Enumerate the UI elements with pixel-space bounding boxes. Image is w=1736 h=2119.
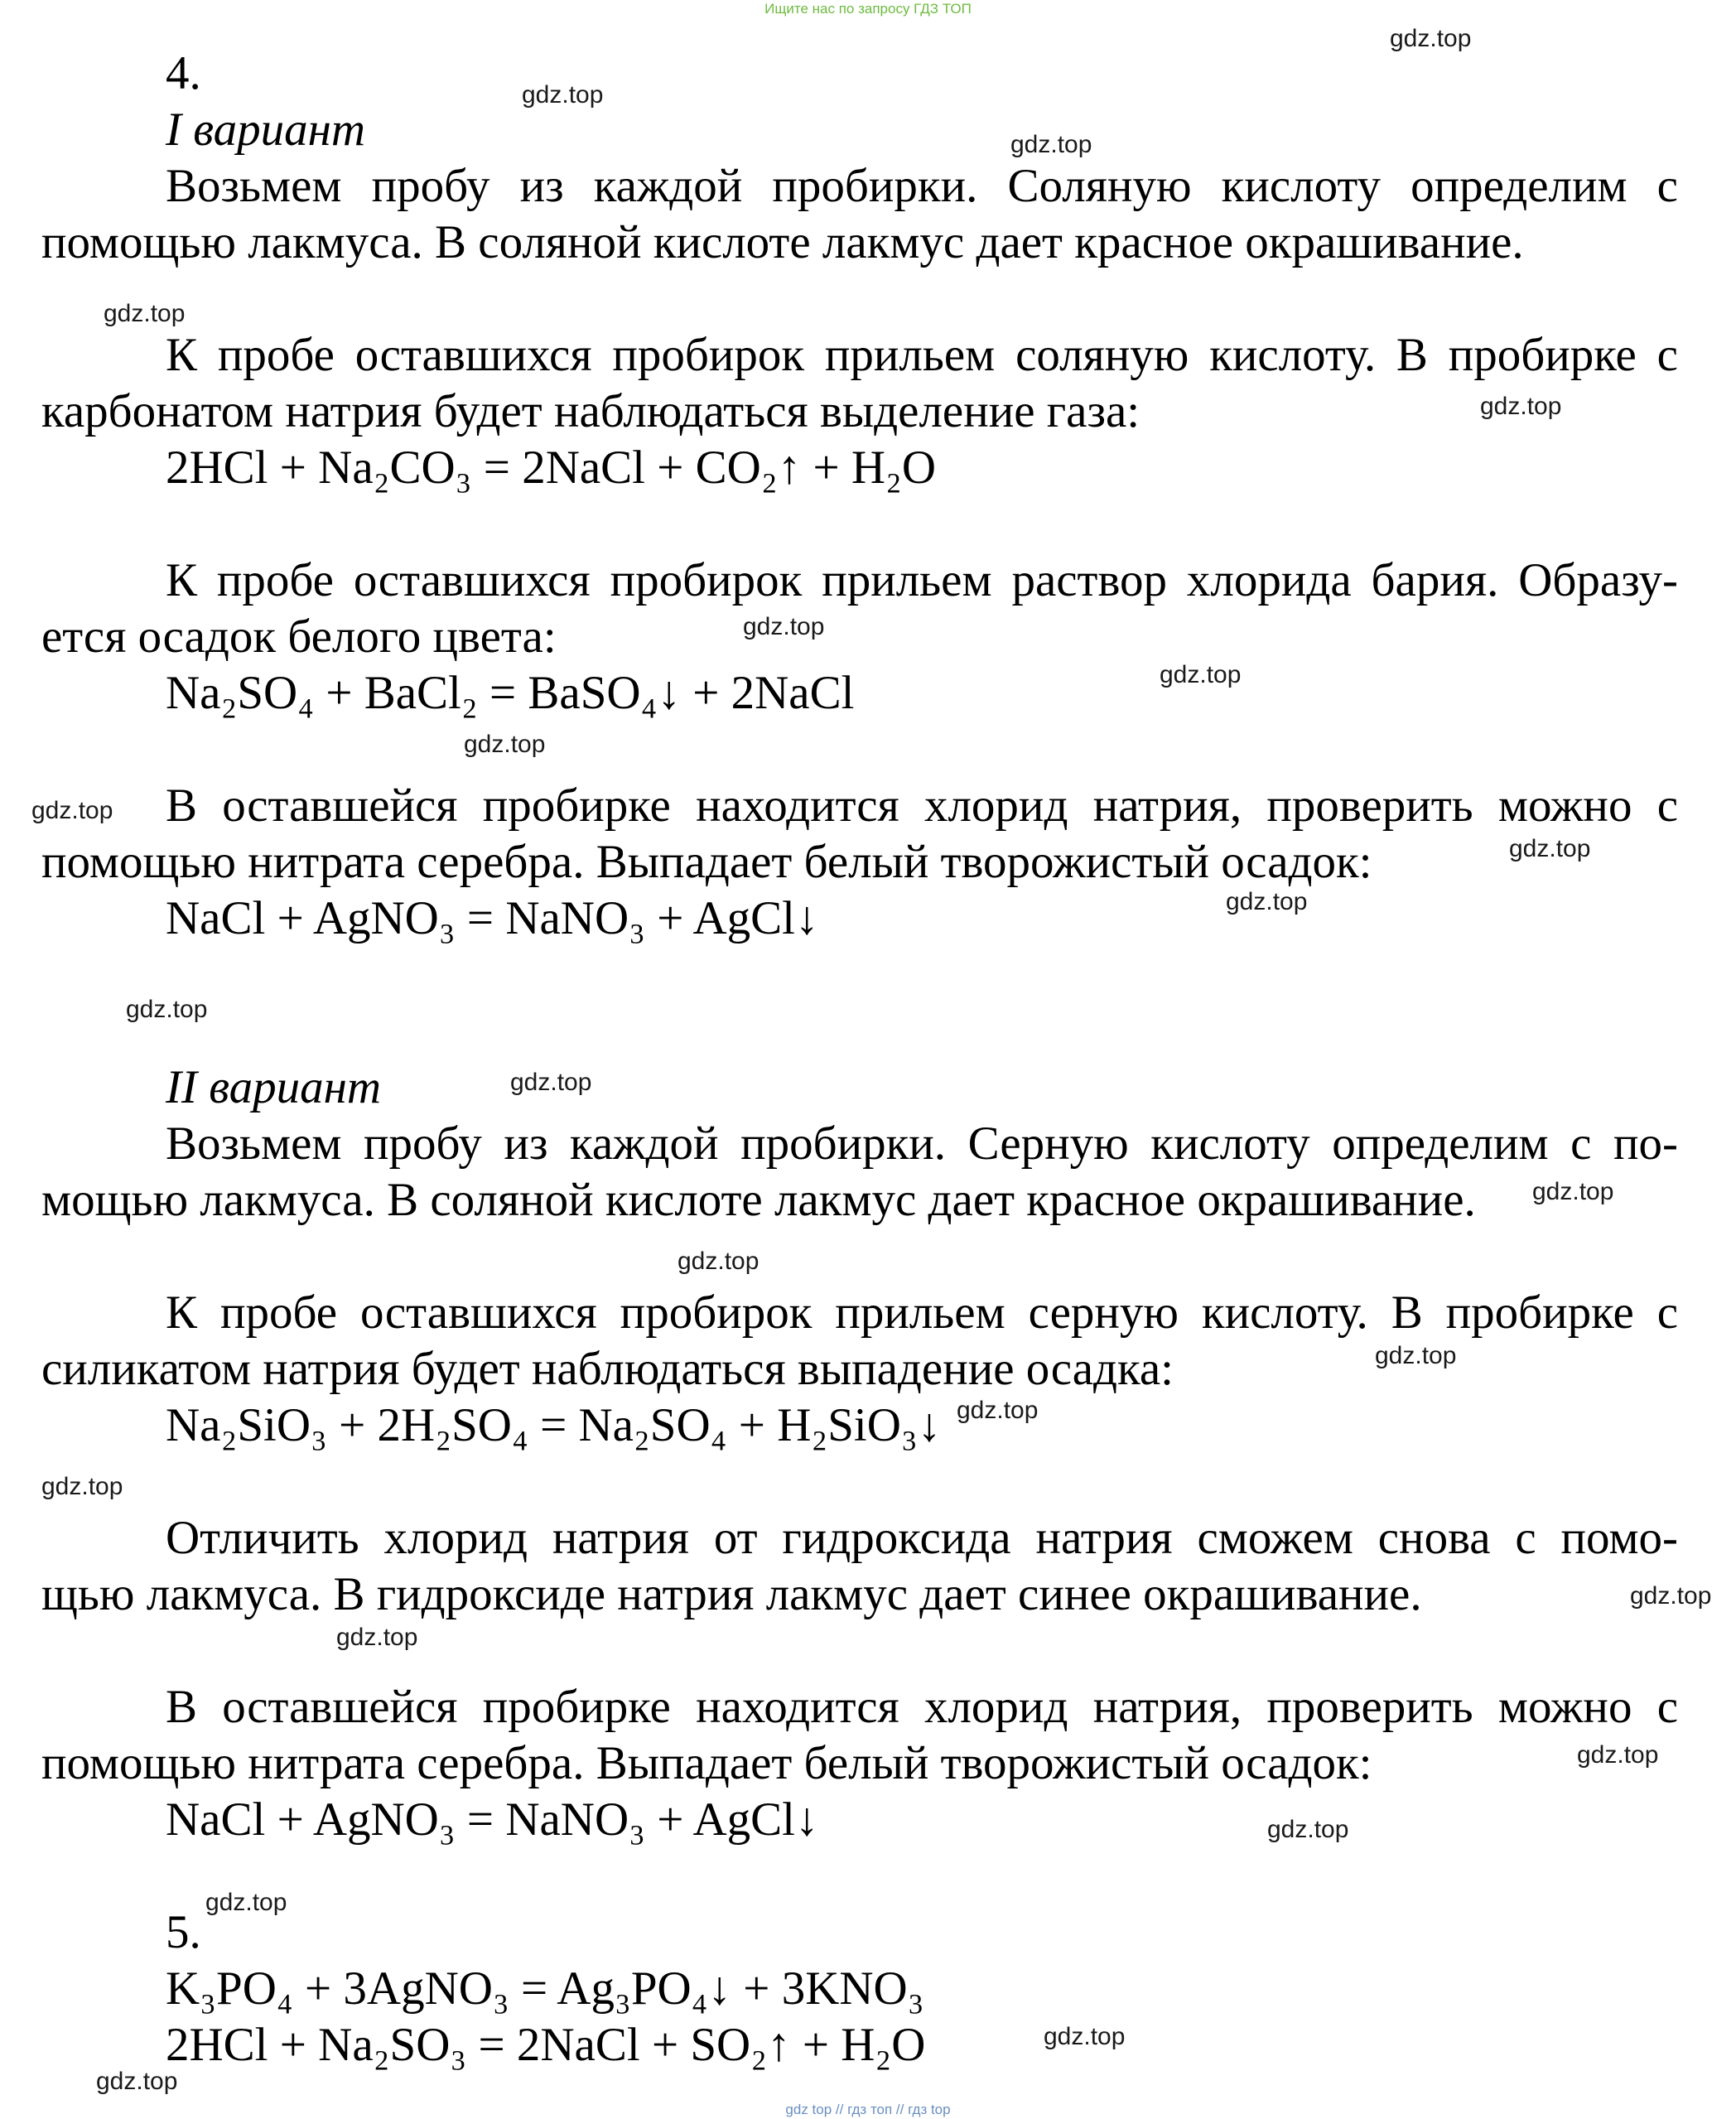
watermark: gdz.top (1509, 835, 1591, 862)
equation-na2sio3-h2so4: Na₂SiO₃ + 2H₂SO₄ = Na₂SO₄ + H₂SiO₃↓ (166, 1399, 942, 1451)
watermark: gdz.top (1010, 131, 1092, 158)
equation-hcl-na2co3: 2HCl + Na₂CO₃ = 2NaCl + CO₂↑ + H₂O (166, 442, 937, 494)
watermark: gdz.top (1532, 1178, 1614, 1205)
v2-p2-line1: К пробе оставшихся пробирок прильем серную кислоту. В пробирке с (166, 1286, 1678, 1339)
variant-2-title: II вариант (166, 1061, 382, 1113)
v1-p1-line2: помощью лакмуса. В соляной кислоте лакмус дает красное окрашивание. (41, 216, 1524, 268)
watermark: gdz.top (743, 613, 825, 640)
v1-p4-line2: помощью нитрата серебра. Выпадает белый творожистый осадок: (41, 836, 1372, 888)
watermark: gdz.top (1160, 661, 1242, 688)
watermark: gdz.top (104, 300, 186, 327)
v2-p4-line1: В оставшейся пробирке находится хлорид натрия, проверить можно с (166, 1681, 1678, 1733)
watermark: gdz.top (1480, 393, 1562, 420)
task-4-number: 4. (166, 47, 201, 99)
watermark: gdz.top (464, 731, 546, 758)
watermark: gdz.top (31, 797, 113, 824)
watermark: gdz.top (1226, 888, 1308, 915)
watermark: gdz.top (1390, 25, 1472, 52)
bottom-footer: gdz top // гдз топ // гдз top (785, 2102, 951, 2117)
equation-k3po4-agno3: K₃PO₄ + 3AgNO₃ = Ag₃PO₄↓ + 3KNO₃ (166, 1962, 924, 2015)
v2-p1-line2: мощью лакмуса. В соляной кислоте лакмус дает красное окрашивание. (41, 1174, 1476, 1226)
watermark: gdz.top (510, 1069, 592, 1096)
watermark: gdz.top (1267, 1816, 1349, 1843)
watermark: gdz.top (96, 2068, 178, 2095)
task-5-number: 5. (166, 1906, 201, 1958)
watermark: gdz.top (1375, 1342, 1457, 1369)
watermark: gdz.top (205, 1889, 287, 1916)
equation-nacl-agno3-v2: NaCl + AgNO₃ = NaNO₃ + AgCl↓ (166, 1793, 819, 1846)
watermark: gdz.top (678, 1248, 760, 1275)
v1-p3-line1: К пробе оставшихся пробирок прильем раствор хлорида бария. Образу- (166, 554, 1678, 606)
watermark: gdz.top (1630, 1582, 1712, 1610)
watermark: gdz.top (957, 1397, 1039, 1424)
v1-p1-line1: Возьмем пробу из каждой пробирки. Соляную кислоту определим с (166, 160, 1678, 212)
v2-p4-line2: помощью нитрата серебра. Выпадает белый творожистый осадок: (41, 1737, 1372, 1789)
v1-p2-line2: карбонатом натрия будет наблюдаться выделение газа: (41, 385, 1140, 437)
v1-p2-line1: К пробе оставшихся пробирок прильем соляную кислоту. В пробирке с (166, 329, 1678, 381)
v1-p4-line1: В оставшейся пробирке находится хлорид натрия, проверить можно с (166, 780, 1678, 832)
v2-p3-line2: щью лакмуса. В гидроксиде натрия лакмус дает синее окрашивание. (41, 1568, 1422, 1620)
equation-na2so4-bacl2: Na₂SO₄ + BaCl₂ = BaSO₄↓ + 2NaCl (166, 667, 855, 719)
equation-hcl-na2so3: 2HCl + Na₂SO₃ = 2NaCl + SO₂↑ + H₂O (166, 2019, 926, 2071)
equation-nacl-agno3-v1: NaCl + AgNO₃ = NaNO₃ + AgCl↓ (166, 892, 819, 944)
watermark: gdz.top (522, 81, 604, 109)
variant-1-title: I вариант (166, 104, 366, 156)
top-search-banner: Ищите нас по запросу ГДЗ ТОП (764, 1, 972, 17)
watermark: gdz.top (41, 1473, 123, 1500)
watermark: gdz.top (1044, 2023, 1126, 2050)
v2-p2-line2: силикатом натрия будет наблюдаться выпадение осадка: (41, 1343, 1174, 1395)
v2-p3-line1: Отличить хлорид натрия от гидроксида натрия сможем снова с помо- (166, 1512, 1678, 1564)
watermark: gdz.top (1577, 1741, 1659, 1769)
v1-p3-line2: ется осадок белого цвета: (41, 611, 557, 663)
watermark: gdz.top (126, 996, 208, 1023)
watermark: gdz.top (336, 1624, 418, 1651)
v2-p1-line1: Возьмем пробу из каждой пробирки. Серную кислоту определим с по- (166, 1117, 1678, 1170)
